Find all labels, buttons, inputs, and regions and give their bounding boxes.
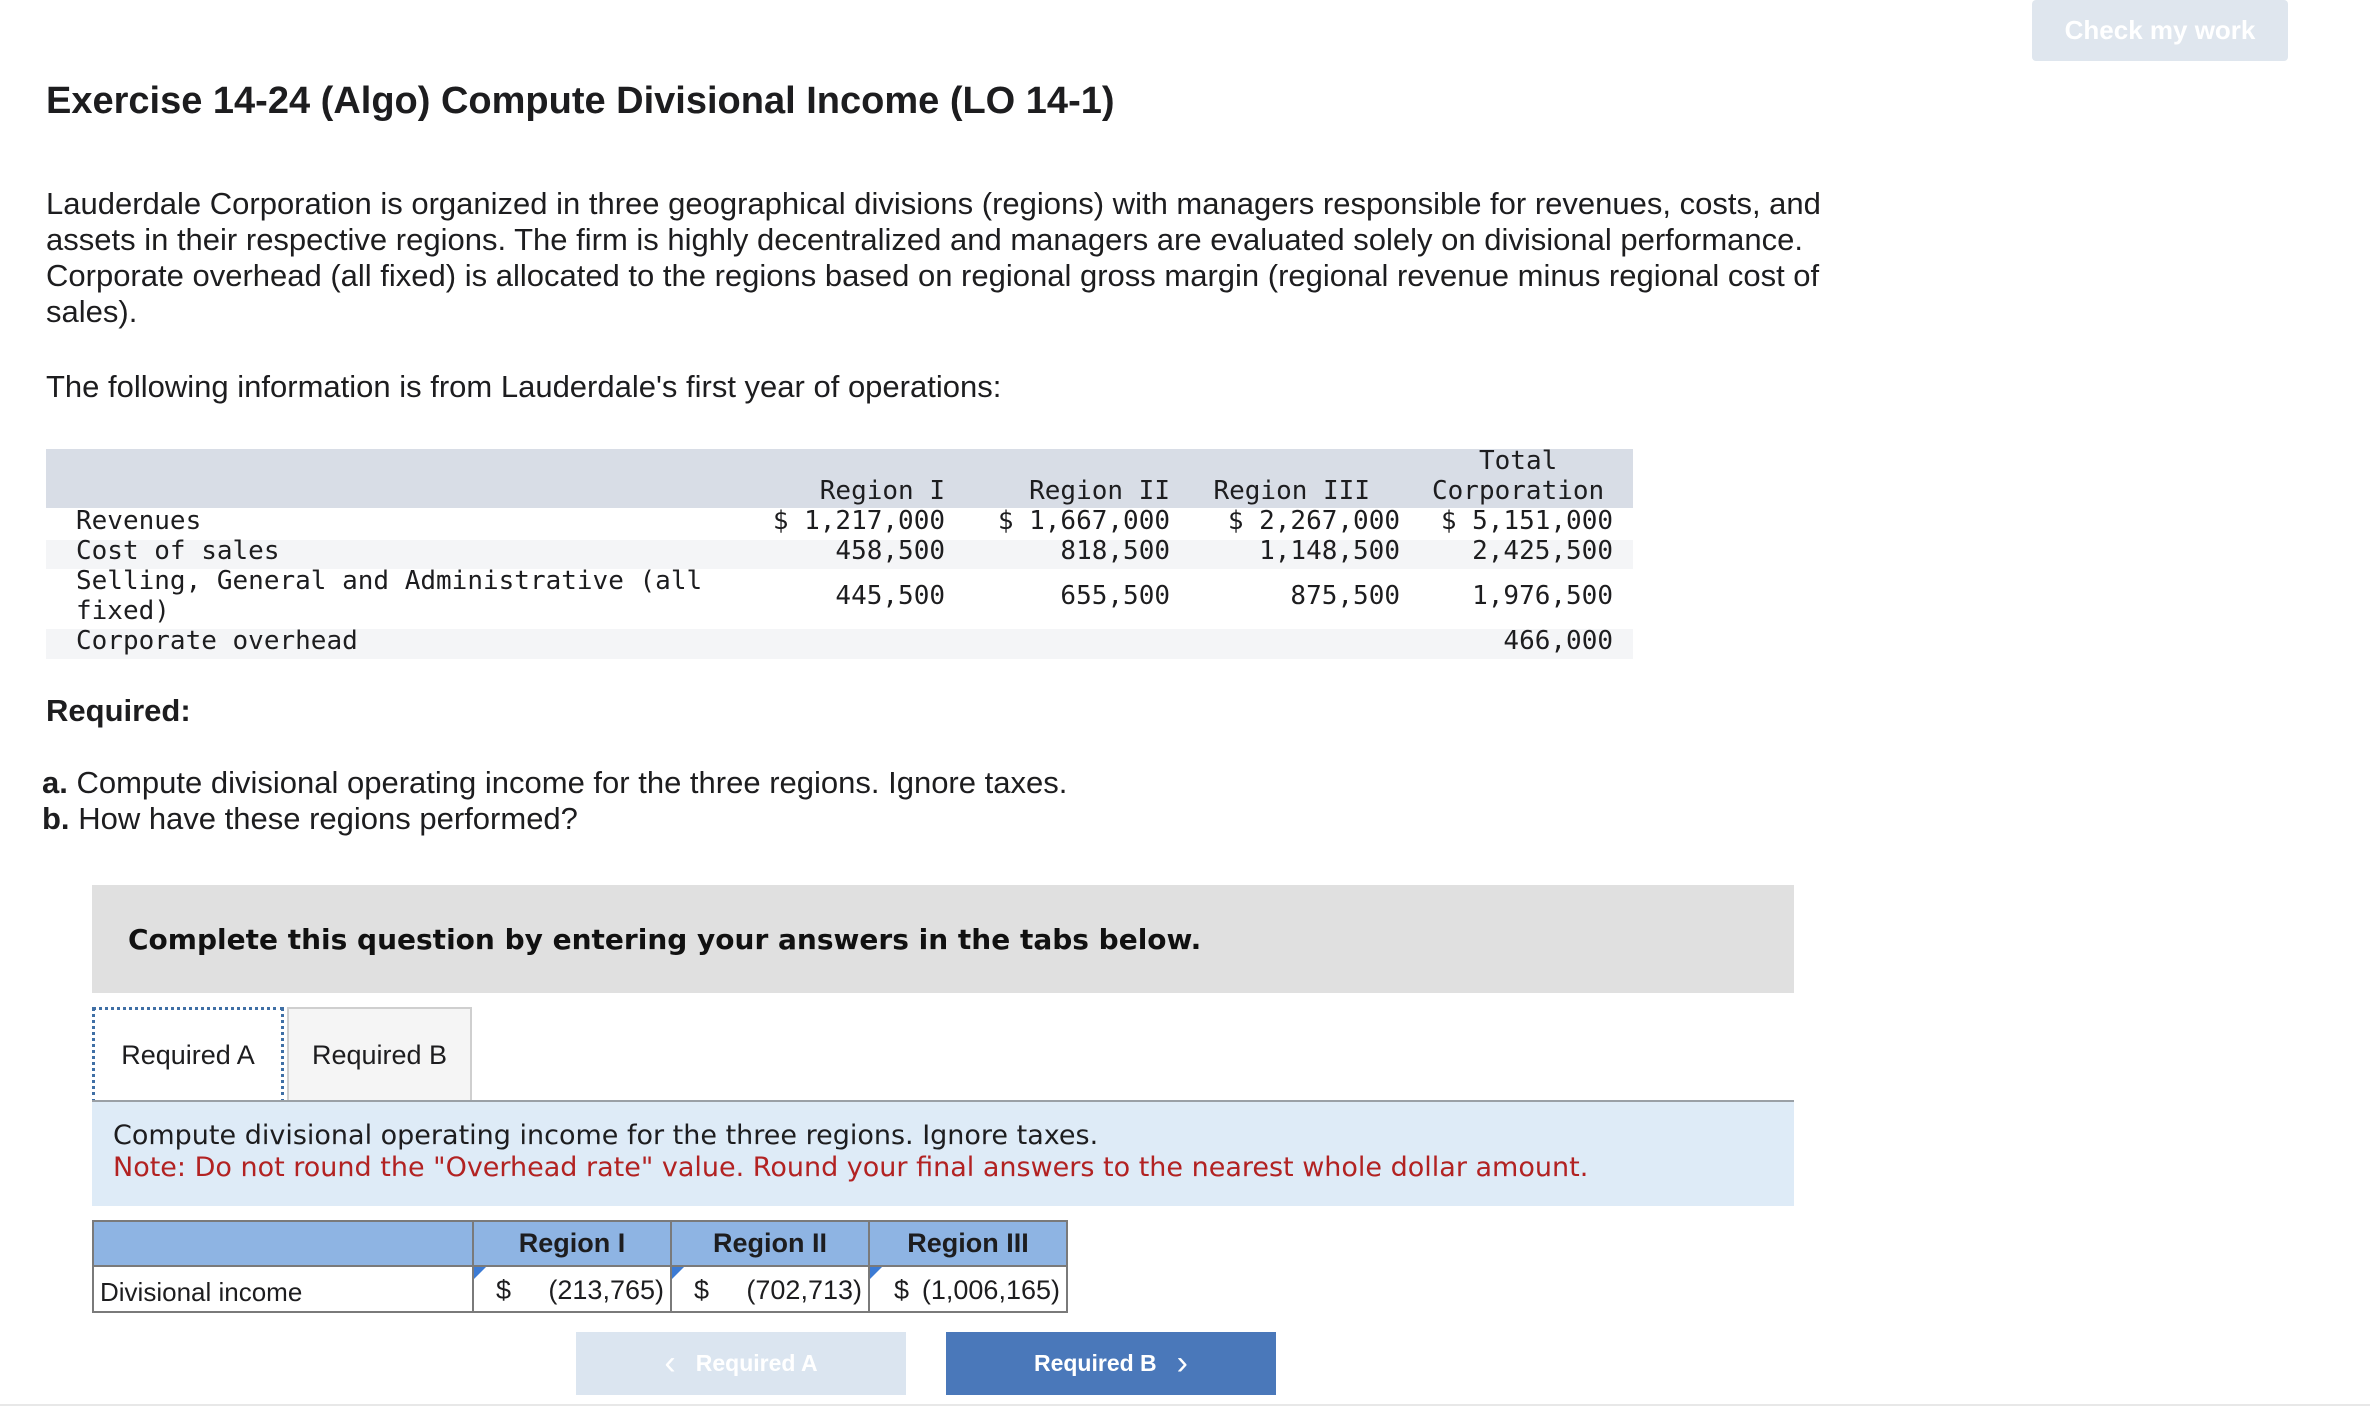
answer-value: (702,713) — [746, 1275, 862, 1305]
exercise-intro: Lauderdale Corporation is organized in three geographical divisions (regions) with managers responsible for revenues, costs, and assets in their respective regions. The firm is highly decentralized and managers are evaluated solely on divisional performance. Corporate overhead (all fixed) is allocated to the regions based on regional gross margin (regional revenue minus regional cost of sales). — [46, 186, 1821, 329]
currency-symbol: $ — [496, 1275, 512, 1305]
chevron-right-icon: › — [1176, 1344, 1188, 1382]
given-row-label-sga-cont: fixed) — [76, 596, 170, 626]
answer-flag-icon — [474, 1267, 486, 1279]
given-header-region-2: Region II — [1029, 476, 1170, 506]
answer-value: (1,006,165) — [921, 1275, 1060, 1305]
exercise-following-text: The following information is from Lauderdale's first year of operations: — [46, 369, 1002, 404]
given-cell: 466,000 — [1503, 626, 1613, 656]
answer-row-label: Divisional income — [92, 1265, 474, 1313]
check-my-work-button[interactable]: Check my work — [2032, 0, 2288, 61]
required-item-letter: b. — [42, 801, 70, 836]
question-box — [92, 1102, 1794, 1206]
given-cell: 655,500 — [1060, 581, 1170, 611]
answer-value: (213,765) — [548, 1275, 664, 1305]
exercise-title: Exercise 14-24 (Algo) Compute Divisional Income (LO 14-1) — [46, 80, 1115, 122]
given-cell: 458,500 — [835, 536, 945, 566]
given-cell: $ 1,217,000 — [772, 506, 945, 536]
nav-label: Required A — [695, 1350, 818, 1376]
answer-header-region-2: Region II — [670, 1220, 870, 1267]
tab-label: Required B — [311, 1039, 448, 1070]
currency-symbol: $ — [694, 1275, 710, 1305]
given-row-label-corporate-overhead: Corporate overhead — [76, 626, 358, 656]
given-cell: $ 2,267,000 — [1227, 506, 1400, 536]
previous-required-a-button[interactable] — [576, 1332, 906, 1395]
required-item-letter: a. — [42, 765, 68, 800]
given-cell: 2,425,500 — [1472, 536, 1613, 566]
required-item-text: How have these regions performed? — [78, 801, 578, 836]
question-text: Compute divisional operating income for the three regions. Ignore taxes. — [113, 1120, 1099, 1151]
given-cell: $ 5,151,000 — [1440, 506, 1613, 536]
answer-header-region-1: Region I — [472, 1220, 672, 1267]
required-item-text: Compute divisional operating income for the three regions. Ignore taxes. — [76, 765, 1068, 800]
given-cell: 445,500 — [835, 581, 945, 611]
given-row-label-revenues: Revenues — [76, 506, 202, 536]
nav-label: Required B — [1033, 1350, 1157, 1376]
divisional-income-region-2-input[interactable] — [670, 1265, 870, 1313]
currency-symbol: $ — [894, 1275, 910, 1305]
next-required-b-button[interactable] — [946, 1332, 1276, 1395]
given-cell: 1,976,500 — [1472, 581, 1613, 611]
question-note: Note: Do not round the "Overhead rate" value. Round your final answers to the nearest whole dollar amount. — [113, 1152, 1589, 1183]
given-header-region-1: Region I — [819, 476, 945, 506]
given-cell: $ 1,667,000 — [997, 506, 1170, 536]
answer-header-blank — [92, 1220, 474, 1267]
given-header-total: Total — [1479, 446, 1558, 476]
answer-header-region-3: Region III — [868, 1220, 1068, 1267]
bottom-divider — [0, 1404, 2370, 1406]
given-row-label-sga: Selling, General and Administrative (all — [76, 566, 703, 596]
answer-flag-icon — [870, 1267, 882, 1279]
tab-required-b[interactable] — [287, 1007, 472, 1103]
divisional-income-region-3-input[interactable] — [868, 1265, 1068, 1313]
given-cell: 1,148,500 — [1259, 536, 1400, 566]
tab-required-a[interactable] — [92, 1007, 284, 1103]
instruction-text: Complete this question by entering your answers in the tabs below. — [128, 922, 1202, 956]
divisional-income-region-1-input[interactable] — [472, 1265, 672, 1313]
tab-label: Required A — [121, 1039, 255, 1070]
given-header-corporation: Corporation — [1432, 476, 1605, 506]
given-cell: 818,500 — [1060, 536, 1170, 566]
required-heading: Required: — [46, 693, 191, 728]
chevron-left-icon: ‹ — [664, 1344, 676, 1382]
required-item-a — [42, 765, 1067, 801]
given-row-label-cost-of-sales: Cost of sales — [76, 536, 280, 566]
given-data-table — [46, 446, 1633, 659]
given-cell: 875,500 — [1290, 581, 1400, 611]
answer-table — [92, 1220, 1072, 1314]
required-item-b — [42, 801, 578, 837]
answer-flag-icon — [672, 1267, 684, 1279]
given-header-region-3: Region III — [1213, 476, 1370, 506]
instruction-panel — [92, 885, 1794, 993]
